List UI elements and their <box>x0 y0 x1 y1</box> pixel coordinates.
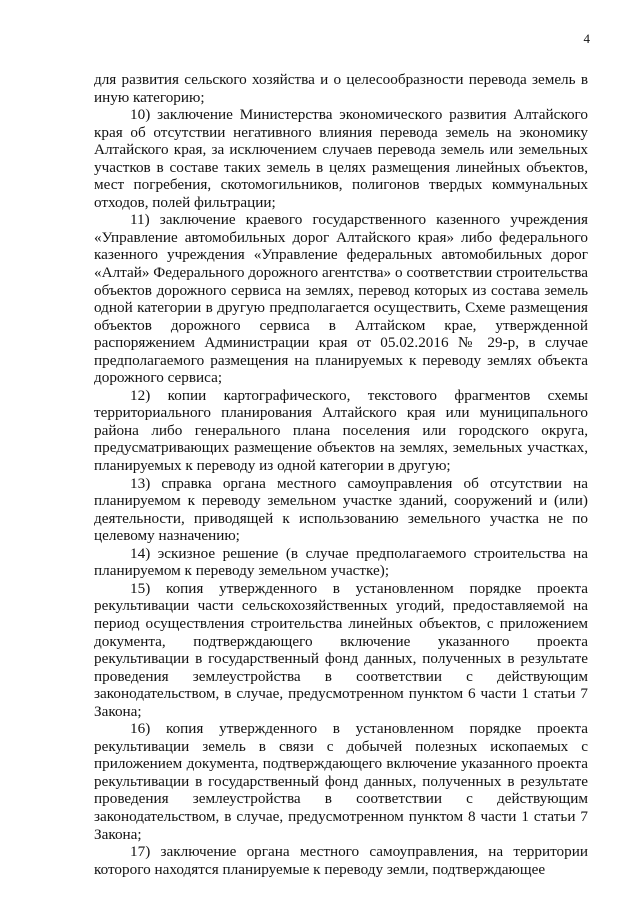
page-number: 4 <box>583 31 590 46</box>
paragraph-item-11: 11) заключение краевого государственного казенного учреждения «Управление автомобильных дорог Алтайского края» либо федерального казенного учреждения «Управление федеральных автомобильных дорог «Алтай» Федерального дорожного агентства» о соответствии строительства объектов дорожного сервиса на землях, перевод которых из состава земель одной категории в другую предполагается осуществить, Схеме размещения объектов дорожного сервиса в Алтайском крае, утвержденной распоряжением Администрации края от 05.02.2016 № 29-р, в случае предполагаемого размещения на планируемых к переводу землях объекта дорожного сервиса; <box>94 211 588 387</box>
paragraph-continuation: для развития сельского хозяйства и о целесообразности перевода земель в иную категорию; <box>94 71 588 106</box>
paragraph-item-14: 14) эскизное решение (в случае предполагаемого строительства на планируемом к переводу земельном участке); <box>94 544 588 580</box>
paragraph-item-12: 12) копии картографического, текстового фрагментов схемы территориального планирования Алтайского края или муниципального района либо генерального плана поселения или городского округа, предусматривающих размещение объектов на землях, земельных участках, планируемых к переводу из одной категории в другую; <box>94 386 588 475</box>
paragraph-item-17: 17) заключение органа местного самоуправления, на территории которого находятся планируемые к переводу земли, подтверждающее <box>94 843 588 878</box>
paragraph-item-16: 16) копия утвержденного в установленном порядке проекта рекультивации земель в связи с добычей полезных ископаемых с приложением документа, подтверждающего включение указанного проекта рекультивации в государственный фонд данных, полученных в результате проведения землеустройства в соответствии с действующим законодательством, в случае, предусмотренном пунктом 8 части 1 статьи 7 Закона; <box>94 720 588 843</box>
paragraph-item-10: 10) заключение Министерства экономического развития Алтайского края об отсутствии негативного влияния перевода земель на экономику Алтайского края, за исключением случаев перевода земель или земельных участков в составе таких земель в целях размещения линейных объектов, мест погребения, скотомогильников, полигонов твердых коммунальных отходов, полей фильтрации; <box>94 106 588 211</box>
paragraph-item-15: 15) копия утвержденного в установленном порядке проекта рекультивации части сельскохозяйственных угодий, предоставляемой на период осуществления строительства линейных объектов, с приложением документа, подтверждающего включение указанного проекта рекультивации в государственный фонд данных, полученных в результате проведения землеустройства в соответствии с действующим законодательством, в случае, предусмотренном пунктом 6 части 1 статьи 7 Закона; <box>94 579 588 720</box>
paragraph-item-13: 13) справка органа местного самоуправления об отсутствии на планируемом к переводу земельном участке зданий, сооружений и (или) деятельности, приводящей к использованию земельного участка не по целевому назначению; <box>94 474 588 545</box>
document-body <box>94 71 588 878</box>
